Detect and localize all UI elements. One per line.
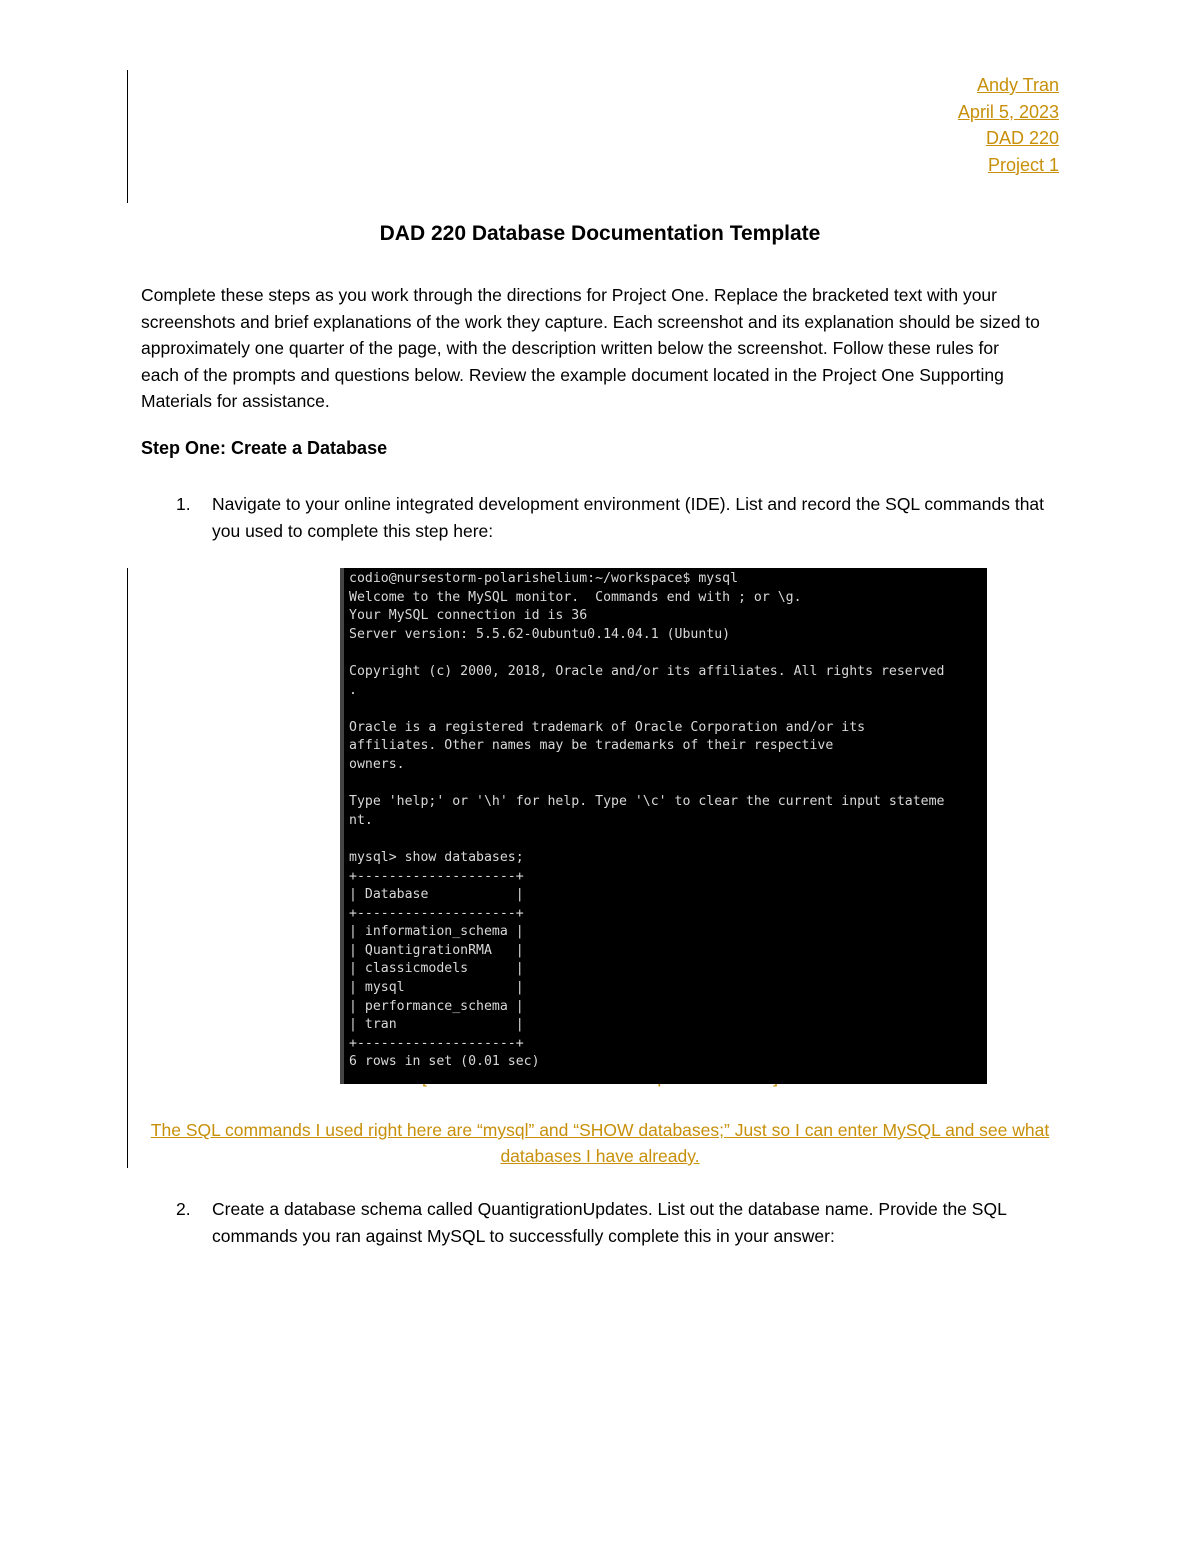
terminal-output [349,570,981,1072]
terminal-line: nt. [349,812,373,828]
list-number: 2. [176,1199,191,1219]
date: April 5, 2023 [957,101,1059,122]
answer-text: The SQL commands I used right here are “mysql” and “SHOW databases;” Just so I can enter MySQL and see what databases I have already. [150,1120,1050,1166]
course: DAD 220 [985,128,1059,148]
terminal-line: | QuantigrationRMA | [349,942,524,958]
intro-paragraph: Complete these steps as you work through the directions for Project One. Replace the bracketed text with your screenshots and brief explanations of the work they capture. Each screenshot and its explanation should be sized to approximately one quarter of the page, with the description written below the screenshot. Follow these rules for each of the prompts and questions below. Review the example document located in the Project One Supporting Materials for assistance. [141,285,1040,411]
list-text: Navigate to your online integrated development environment (IDE). List and record the SQL commands that you used to complete this step here: [212,494,1045,541]
terminal-line: Type 'help;' or '\h' for help. Type '\c' to clear the current input stateme [349,794,945,810]
list-item-2 [176,1196,1066,1249]
terminal-line: +--------------------+ [349,905,524,921]
list-item-1 [176,491,1066,544]
step-one-heading: Step One: Create a Database [141,438,388,458]
terminal-line: Oracle is a registered trademark of Oracle Corporation and/or its [349,719,866,735]
terminal-line [349,644,981,663]
terminal-line: | information_schema | [349,924,524,940]
terminal-line: | tran | [349,1017,524,1033]
terminal-line: 6 rows in set (0.01 sec) [349,1054,540,1070]
terminal-line [349,700,981,719]
terminal-line: | Database | [349,887,524,903]
terminal-line: +--------------------+ [349,1035,524,1051]
terminal-line: . [349,682,357,698]
terminal-line: | mysql | [349,980,524,996]
terminal-line: Your MySQL connection id is 36 [349,608,588,624]
terminal-screenshot [340,568,987,1084]
terminal-line [349,830,981,849]
list-text: Create a database schema called QuantigrationUpdates. List out the database name. Provide the SQL commands you ran against MySQL to successfully complete this in your answer: [212,1199,1007,1246]
terminal-line: Server version: 5.5.62-0ubuntu0.14.04.1 (Ubuntu) [349,626,731,642]
assignment: Project 1 [987,154,1059,175]
header-block [958,72,1059,178]
terminal-line: Welcome to the MySQL monitor. Commands end with ; or \g. [349,589,802,605]
terminal-line: owners. [349,756,405,772]
terminal-line [349,775,981,794]
terminal-line: +--------------------+ [349,868,524,884]
terminal-line: affiliates. Other names may be trademarks of their respective [349,738,834,754]
author-name: Andy Tran [976,75,1059,95]
document-title: DAD 220 Database Documentation Template [379,222,821,245]
terminal-line: codio@nursestorm-polarishelium:~/workspace$ mysql [349,571,739,586]
terminal-line: | classicmodels | [349,961,524,977]
terminal-line: mysql> show databases; [349,849,524,865]
list-number: 1. [176,494,191,514]
terminal-line: Copyright (c) 2000, 2018, Oracle and/or its affiliates. All rights reserved [349,663,945,679]
change-bar-header [127,70,128,203]
terminal-line: | performance_schema | [349,998,524,1014]
change-bar-screenshot [127,568,128,1168]
